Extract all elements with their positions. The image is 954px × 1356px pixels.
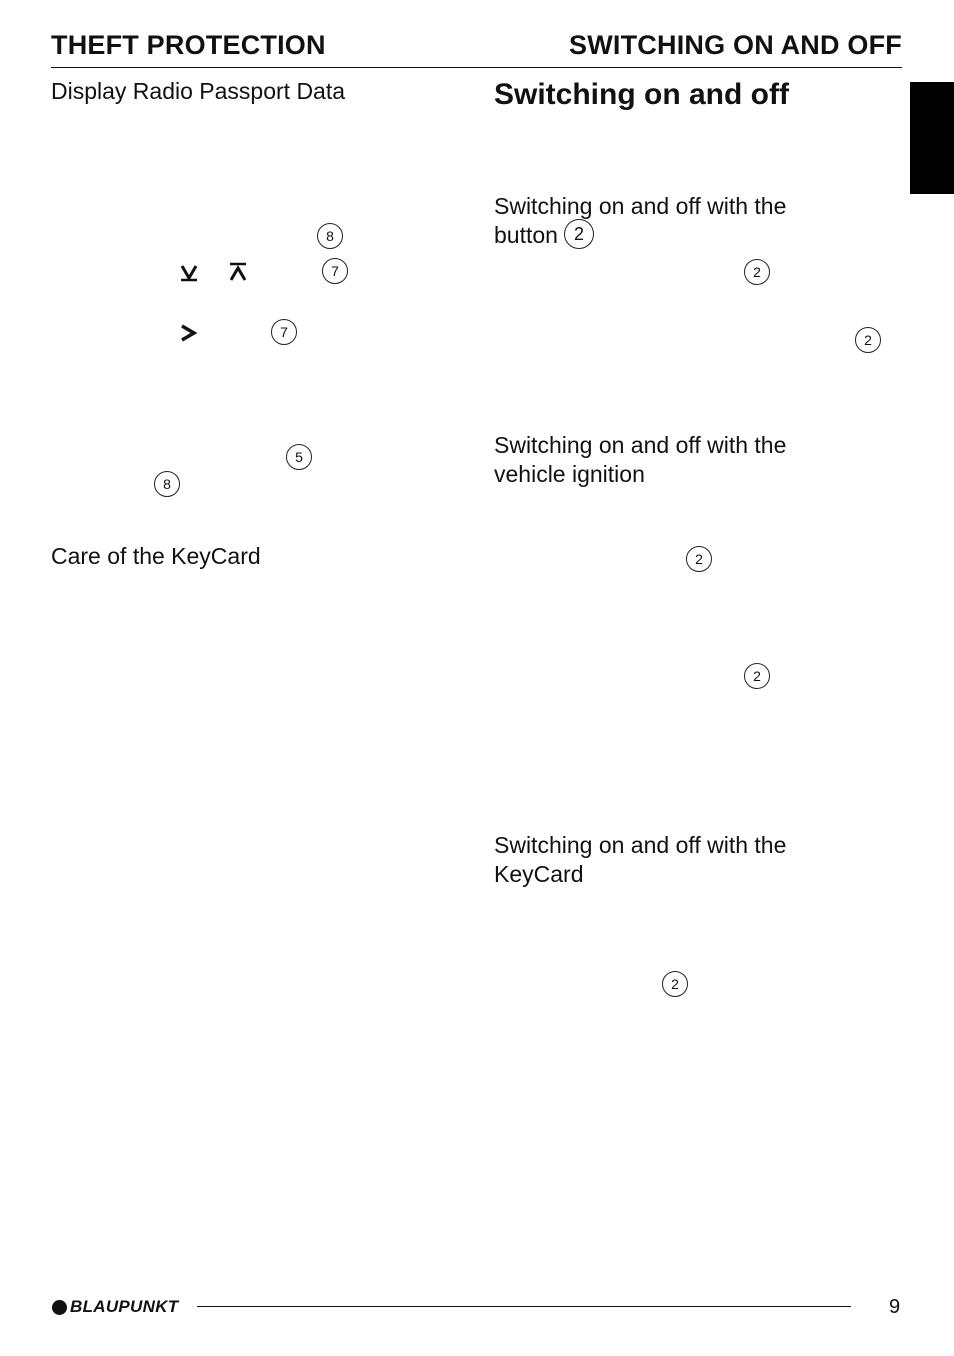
subheading-text: button bbox=[494, 222, 558, 248]
subheading-line: Switching on and off with the bbox=[494, 193, 787, 219]
page-number: 9 bbox=[889, 1296, 901, 1318]
callout-marker: 8 bbox=[154, 471, 180, 497]
subheading-line: KeyCard bbox=[494, 861, 584, 887]
section-heading-display-radio-passport: Display Radio Passport Data bbox=[51, 78, 346, 104]
callout-marker: 2 bbox=[744, 259, 770, 285]
callout-marker: 2 bbox=[564, 219, 594, 249]
brand-name: BLAUPUNKT bbox=[70, 1297, 179, 1316]
arrow-up-icon bbox=[228, 262, 248, 286]
subheading-line: Switching on and off with the bbox=[494, 432, 787, 458]
page-title: Switching on and off bbox=[494, 78, 789, 111]
brand-dot-icon bbox=[52, 1300, 67, 1315]
subheading-keycard bbox=[494, 831, 786, 889]
subheading-line: Switching on and off with the bbox=[494, 832, 787, 858]
callout-marker: 7 bbox=[271, 319, 297, 345]
brand-logo bbox=[52, 1297, 178, 1317]
callout-marker: 2 bbox=[686, 546, 712, 572]
footer-rule bbox=[197, 1306, 851, 1307]
header-right-title: SWITCHING ON AND OFF bbox=[569, 30, 902, 60]
callout-marker: 5 bbox=[286, 444, 312, 470]
subheading-line bbox=[494, 221, 786, 252]
header-rule bbox=[51, 67, 902, 68]
subheading-line: vehicle ignition bbox=[494, 461, 645, 487]
arrow-down-icon bbox=[179, 262, 199, 286]
callout-marker: 2 bbox=[855, 327, 881, 353]
subheading-button bbox=[494, 192, 786, 252]
header-left-title: THEFT PROTECTION bbox=[51, 30, 326, 60]
callout-marker: 8 bbox=[317, 223, 343, 249]
section-heading-care-of-keycard: Care of the KeyCard bbox=[51, 543, 261, 569]
subheading-vehicle-ignition bbox=[494, 431, 786, 489]
callout-marker: 2 bbox=[744, 663, 770, 689]
language-tab-marker bbox=[910, 82, 954, 194]
callout-marker: 7 bbox=[322, 258, 348, 284]
arrow-right-icon bbox=[179, 323, 197, 347]
callout-marker: 2 bbox=[662, 971, 688, 997]
